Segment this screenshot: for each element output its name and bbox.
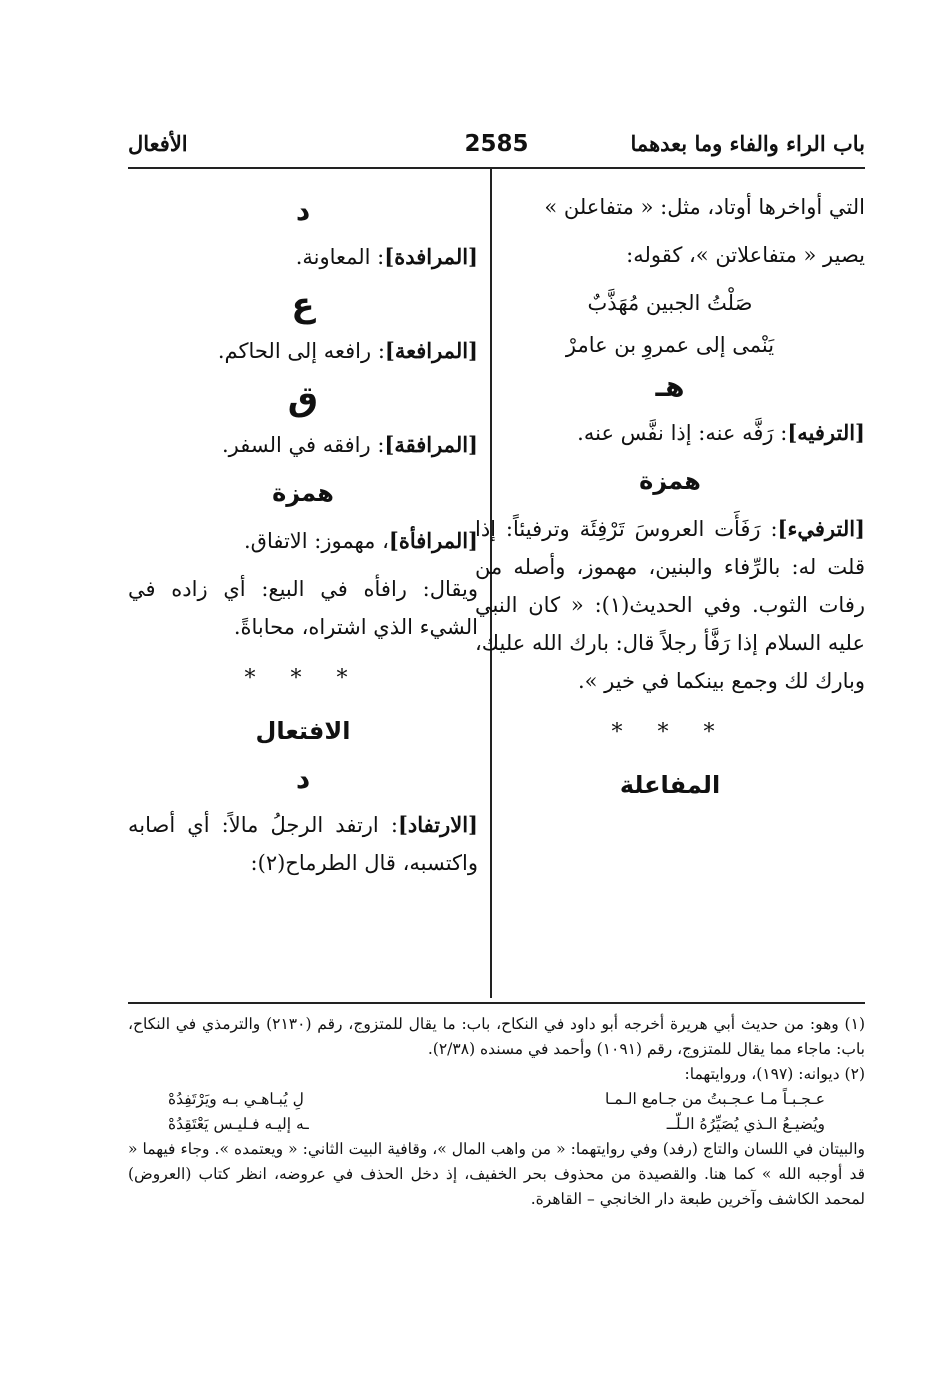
paragraph: ويقال: رافأه في البيع: أي زاده في الشيء الذي اشتراه، محاباةً. [128,577,478,639]
page-number: 2585 [464,131,529,157]
section-heading: الافتعال [255,717,351,745]
headword: [الترفيه] [787,420,865,445]
section-separator: * * * [244,666,362,691]
entry [128,332,478,370]
footnote: والبيتان في اللسان والتاج (رفد) وفي روايتهما: « من واهب المال »، وقافية البيت الثاني: « ويعتمده ». وجاء فيهما « قد أوجبه الله » كما هنا. والقصيدة من محذوف بحر الخفيف، إذ دخل الحذف في عروضه، انظر كتاب (العروض) لمحمد الكاشف وآخرين طبعة دار الخانجي – القاهرة. [128,1140,865,1208]
headword: [الارتفاد] [397,812,478,837]
left-column [128,188,478,892]
verse-line: صَلْتُ الجبين مُهَذَّبٌ [587,291,753,315]
header-rule [128,167,865,169]
footnote-rule [128,1002,865,1004]
definition: : رَفَّه عنه: إذا نفَّس عنه. [577,421,788,445]
running-header [128,125,865,165]
headword: [المرافأة] [388,528,478,553]
footnotes [128,1012,865,1212]
entry [128,426,478,464]
definition: : رافقه في السفر. [222,433,385,457]
paragraph: التي أواخرها أوتاد، مثل: « متفاعلن » [544,195,865,219]
definition: : رَفَأَت العروسَ تَرْفِئَة وترفيئاً: إذا قلت له: بالرِّفاء والبنين، مهموز، وأصله من رفات الثوب. وفي الحديث(١): « كان النبي عليه السلام إذا رَفَّأ رجلاً قال: بارك الله عليك، وبارك لك وجمع بينكما في خير ». [475,517,866,693]
letter-heading: د [295,762,311,795]
headword: [المرافعة] [384,338,478,363]
letter-heading: د [295,194,311,227]
right-column [475,188,865,814]
headword: [المرافدة] [384,244,478,269]
entry [128,806,478,882]
letter-heading: هـ [655,370,685,403]
subsection-heading: همزة [639,467,701,495]
headword: [الترفيء] [777,516,865,541]
hemistich: ويُضيـعُ الـذي يُصَيِّرُهُ الـلّــ [666,1115,825,1133]
entry [475,414,865,452]
definition: : رافعه إلى الحاكم. [217,339,385,363]
headword: [المرافقة] [384,432,478,457]
definition: ، مهموز: الاتفاق. [243,529,389,553]
entry [128,238,478,276]
definition: : ارتفد الرجلُ مالاً: أي أصابه واكتسبه، قال الطرماح(٢): [128,813,478,875]
section-title: الأفعال [128,131,188,156]
hemistich: عـجـبـاً مـا عـجـبتُ من جـامع الـمـا [604,1090,825,1108]
entry [128,522,478,560]
letter-heading: ق [287,379,319,419]
chapter-title: باب الراء والفاء وما بعدهما [630,131,865,156]
section-separator: * * * [611,720,729,745]
entry [475,510,865,700]
section-heading: المفاعلة [619,771,721,799]
letter-heading: ع [291,285,315,325]
verse-line: يَنْمى إلى عمروِ بن عامرْ [565,333,775,357]
hemistich: ـه إليـه فـليـس يَعْتَقِدُهْ [168,1115,309,1133]
footnote-verse [128,1087,865,1112]
footnote: (٢) ديوانه: (١٩٧)، وروايتهما: [684,1065,865,1083]
footnote: (١) وهو: من حديث أبي هريرة أخرجه أبو داود في النكاح، باب: ما يقال للمتزوج، رقم (٢١٣٠) والترمذي في النكاح، باب: ماجاء مما يقال للمتزوج، رقم (١٠٩١) وأحمد في مسنده (٢/٣٨). [128,1015,865,1058]
definition: : المعاونة. [295,245,385,269]
paragraph: يصير « متفاعلاتن »، كقوله: [626,243,865,267]
footnote-verse [128,1112,865,1137]
subsection-heading: همزة [272,479,334,507]
hemistich: لِ يُبـاهـي بـه ويَرْتَفِدُهْ [168,1090,304,1108]
